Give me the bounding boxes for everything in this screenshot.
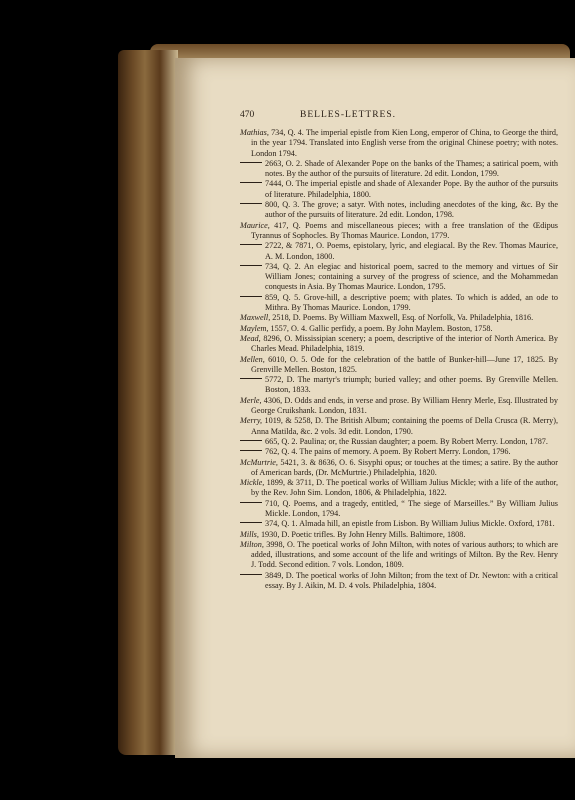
entry-text: 1930, D. Poetic trifles. By John Henry Mills. Baltimore, 1808.: [260, 529, 466, 539]
entry-text: 4306, D. Odds and ends, in verse and prose. By William Henry Merle, Esq. Illustrated by George Cruikshank. London, 1831.: [251, 395, 558, 416]
entry-author: Mellen,: [240, 354, 265, 364]
entry-author: Mills,: [240, 529, 259, 539]
ditto-dash: [240, 203, 262, 204]
running-header: [240, 110, 558, 120]
ditto-dash: [240, 522, 262, 523]
entry-text: 417, Q. Poems and miscellaneous pieces; with a free translation of the Œdipus Tyrannus of Sophocles. By Thomas Maurice. London, 1779.: [251, 220, 558, 240]
ditto-dash: [240, 244, 262, 245]
entry-author: Merry,: [240, 416, 263, 426]
entry-author: Maxwell,: [240, 313, 271, 323]
catalog-entry: [240, 530, 558, 540]
ditto-dash: [240, 162, 262, 163]
catalog-entry: [240, 334, 558, 355]
catalog-entry: [240, 128, 558, 159]
entry-text: 1557, O. 4. Gallic perfidy, a poem. By John Maylem. Boston, 1758.: [270, 323, 493, 333]
catalog-entry: [240, 179, 558, 200]
entry-text: 3849, D. The poetical works of John Milton; from the text of Dr. Newton: with a critical essay. By J. Aikin, M. D. 4 vols. Philadelphia, 1804.: [265, 570, 558, 591]
catalog-entry: [240, 313, 558, 323]
entry-text: 6010, O. 5. Ode for the celebration of the battle of Bunker-hill—June 17, 1825. By Grenville Mellen. Boston, 1825.: [251, 354, 558, 374]
entry-text: 800, Q. 3. The grove; a satyr. With notes, including anecdotes of the king, &c. By the author of the pursuits of literature. 2d edit. London, 1798.: [265, 200, 558, 220]
entry-text: 734, Q. 2. An elegiac and historical poem, sacred to the memory and virtues of Sir William Jones; containing a survey of the progress of science, and the Mohammedan conquests in Asia. By Thomas Maurice. London, 1795.: [265, 261, 558, 292]
catalog-entry: [240, 571, 558, 592]
entry-author: Mickle,: [240, 478, 265, 488]
catalog-entry: [240, 375, 558, 396]
catalog-entry: [240, 447, 558, 457]
catalog-entry: [240, 540, 558, 571]
catalog-entries: [240, 128, 558, 591]
entry-author: Mathias,: [240, 128, 269, 137]
ditto-dash: [240, 296, 262, 297]
catalog-entry: [240, 262, 558, 293]
entry-text: 1019, & 5258, D. The British Album; containing the poems of Della Crusca (R. Merry), Anna Matilda, &c. 2 vols. 3d edit. London, 1790.: [251, 416, 559, 436]
entry-author: Maylem,: [240, 323, 269, 333]
ditto-dash: [240, 450, 262, 451]
entry-text: 8296, O. Mississipian scenery; a poem, descriptive of the interior of North America. By Charles Mead. Philadelphia, 1819.: [251, 333, 558, 354]
ditto-dash: [240, 265, 262, 266]
catalog-entry: [240, 324, 558, 334]
catalog-entry: [240, 396, 558, 417]
catalog-entry: [240, 416, 558, 437]
entry-author: Maurice,: [240, 220, 270, 230]
ditto-dash: [240, 182, 262, 183]
catalog-entry: [240, 499, 558, 520]
entry-author: McMurtrie,: [240, 457, 278, 467]
catalog-entry: [240, 293, 558, 314]
catalog-entry: [240, 200, 558, 221]
ditto-dash: [240, 378, 262, 379]
entry-text: 5772, D. The martyr's triumph; buried valley; and other poems. By Grenville Mellen. Boston, 1833.: [265, 375, 558, 395]
entry-text: 374, Q. 1. Almada hill, an epistle from Lisbon. By William Julius Mickle. Oxford, 1781.: [265, 519, 555, 529]
page-title: BELLES-LETTRES.: [300, 110, 397, 120]
catalog-entry: [240, 478, 558, 499]
ditto-dash: [240, 502, 262, 503]
page-number: 470: [240, 110, 255, 120]
entry-text: 5421, 3. & 8636, O. 6. Sisyphi opus; or touches at the times; a satire. By the author of American bards, (Dr. McMurtrie.) Philadelphia, 1820.: [251, 457, 559, 477]
ditto-dash: [240, 574, 262, 575]
catalog-entry: [240, 355, 558, 376]
entry-text: 7444, O. The imperial epistle and shade of Alexander Pope. By the author of the pursuits of literature. Philadelphia, 1800.: [265, 179, 558, 199]
entry-text: 859, Q. 5. Grove-hill, a descriptive poem; with plates. To which is added, an ode to Mithra. By Thomas Maurice. London, 1799.: [265, 292, 558, 313]
entry-author: Mead,: [240, 333, 261, 343]
entry-author: Milton,: [240, 539, 264, 549]
entry-text: 1899, & 3711, D. The poetical works of William Julius Mickle; with a life of the author, by the Rev. John Sim. London, 1806, & Philadelphia, 1822.: [251, 478, 558, 498]
entry-author: Merle,: [240, 395, 262, 405]
catalog-entry: [240, 241, 558, 262]
entry-text: 710, Q. Poems, and a tragedy, entitled, “ The siege of Marseilles.” By William Julius Mickle. London, 1794.: [265, 498, 558, 518]
book-page-edges: [118, 50, 178, 755]
catalog-entry: [240, 519, 558, 529]
catalog-entry: [240, 159, 558, 180]
entry-text: 762, Q. 4. The pains of memory. A poem. By Robert Merry. London, 1796.: [265, 447, 511, 457]
entry-text: 2722, & 7871, O. Poems, epistolary, lyric, and elegiacal. By the Rev. Thomas Maurice, A. M. London, 1800.: [265, 241, 558, 261]
entry-text: 665, Q. 2. Paulina; or, the Russian daughter; a poem. By Robert Merry. London, 1787.: [265, 436, 548, 446]
catalog-entry: [240, 458, 558, 479]
catalog-entry: [240, 221, 558, 242]
page-content: [240, 110, 558, 591]
entry-text: 2663, O. 2. Shade of Alexander Pope on the banks of the Thames; a satirical poem, with notes. By the author of the pursuits of literature. 2d edit. London, 1799.: [265, 158, 558, 179]
entry-text: 2518, D. Poems. By William Maxwell, Esq. of Norfolk, Va. Philadelphia, 1816.: [272, 313, 534, 323]
entry-text: 3998, O. The poetical works of John Milton, with notes of various authors; to which are added, illustrations, and some account of the life and writings of Milton. By the Rev. Henry J. Todd. Second edition. 7 vols. London, 1809.: [251, 539, 559, 570]
entry-text: 734, Q. 4. The imperial epistle from Kien Long, emperor of China, to George the third, in the year 1794. Translated into English verse from the original Chinese poetry; with notes. London 1794.: [251, 128, 558, 158]
catalog-entry: [240, 437, 558, 447]
ditto-dash: [240, 440, 262, 441]
